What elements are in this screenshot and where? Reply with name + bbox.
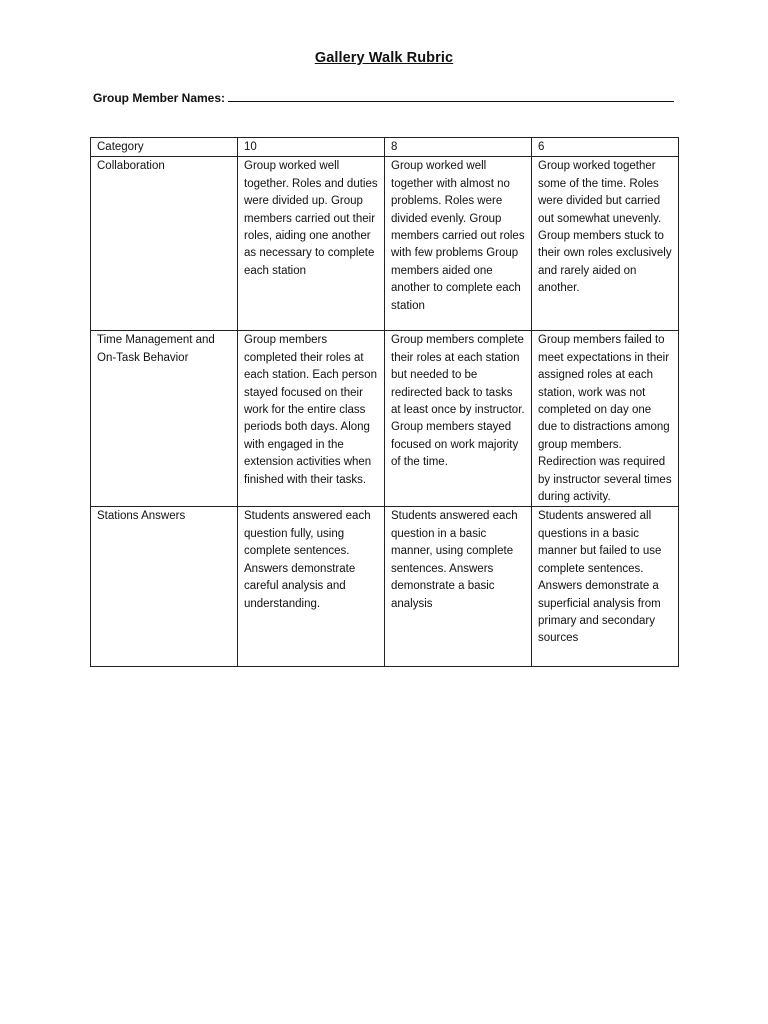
header-category: Category xyxy=(91,138,238,157)
category-cell-collaboration: Collaboration xyxy=(91,157,238,331)
criteria-cell: Students answered each question fully, using complete sentences. Answers demonstrate careful analysis and understanding. xyxy=(238,507,385,667)
table-row xyxy=(91,507,679,667)
criteria-cell: Group worked well together with almost no problems. Roles were divided evenly. Group members carried out roles with few problems Group members aided one another to complete each station xyxy=(385,157,532,331)
criteria-cell: Group members failed to meet expectations in their assigned roles at each station, work was not completed on day one due to distractions among group members. Redirection was required by instructor several times during activity. xyxy=(532,331,679,507)
page-title: Gallery Walk Rubric xyxy=(314,50,454,66)
header-score-8: 8 xyxy=(385,138,532,157)
table-row xyxy=(91,331,679,507)
header-row xyxy=(91,138,679,157)
criteria-cell: Group members completed their roles at each station. Each person stayed focused on their work for the entire class periods both days. Along with engaged in the extension activities when finished with their tasks. xyxy=(238,331,385,507)
header-score-6: 6 xyxy=(532,138,679,157)
table-row xyxy=(91,157,679,331)
criteria-cell: Group worked together some of the time. Roles were divided but carried out somewhat unevenly. Group members stuck to their own roles exclusively and rarely aided on another. xyxy=(532,157,679,331)
group-member-names-field xyxy=(93,91,677,105)
category-cell-stations-answers: Stations Answers xyxy=(91,507,238,667)
criteria-cell: Group members complete their roles at each station but needed to be redirected back to tasks at least once by instructor. Group members stayed focused on work majority of the time. xyxy=(385,331,532,507)
criteria-cell: Group worked well together. Roles and duties were divided up. Group members carried out their roles, aiding one another as necessary to complete each station xyxy=(238,157,385,331)
category-cell-time-management: Time Management and On-Task Behavior xyxy=(91,331,238,507)
group-member-names-label: Group Member Names: xyxy=(93,91,226,105)
criteria-cell: Students answered each question in a basic manner, using complete sentences. Answers demonstrate a basic analysis xyxy=(385,507,532,667)
names-blank-line xyxy=(228,91,674,102)
criteria-cell: Students answered all questions in a basic manner but failed to use complete sentences. Answers demonstrate a superficial analysis from primary and secondary sources xyxy=(532,507,679,667)
rubric-table xyxy=(90,137,679,667)
header-score-10: 10 xyxy=(238,138,385,157)
